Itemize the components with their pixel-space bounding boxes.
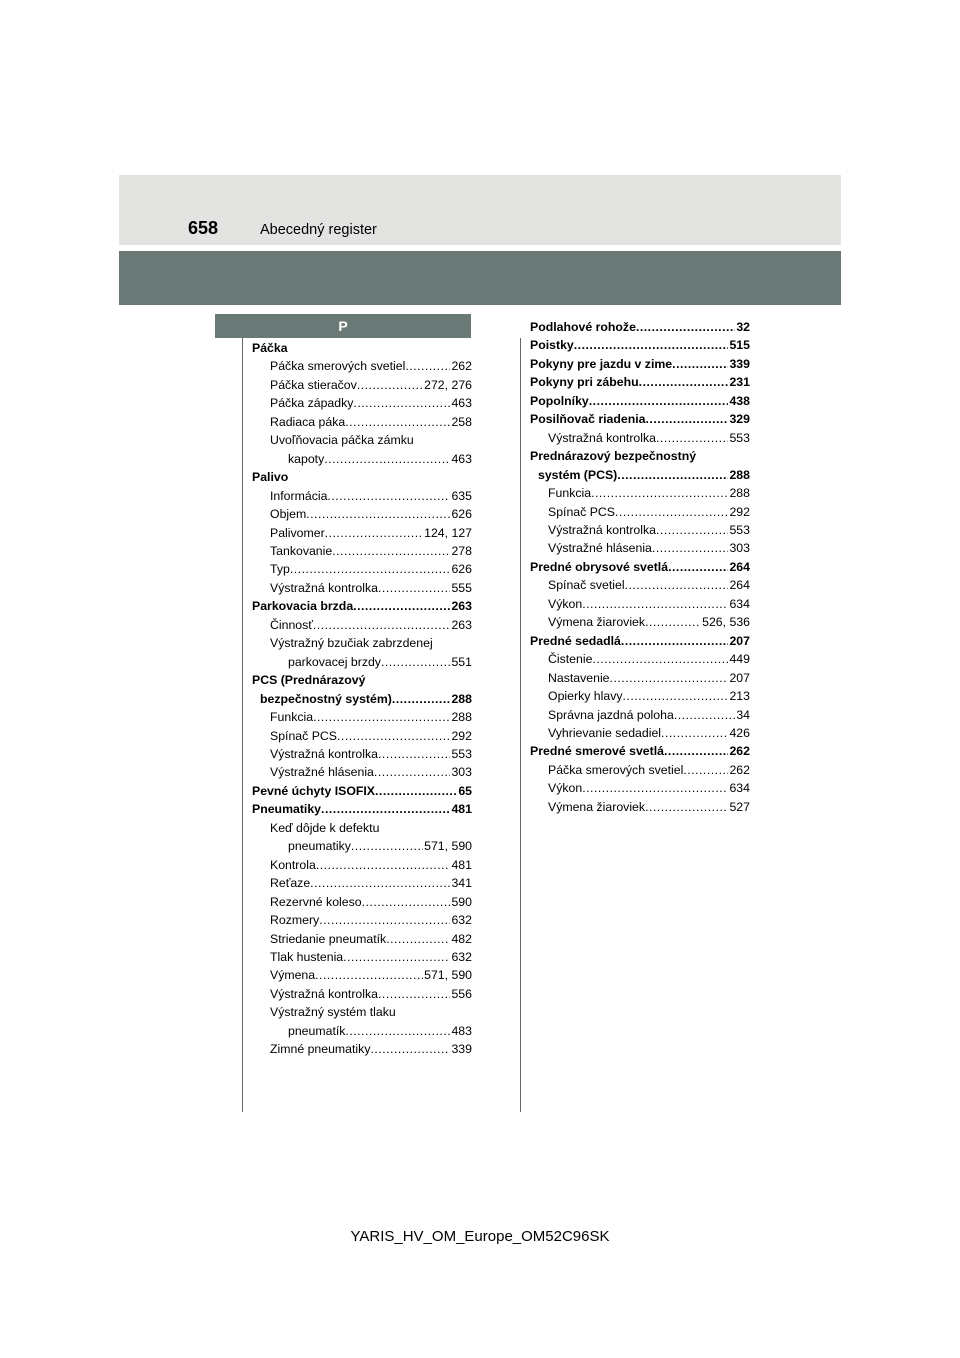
dot-leader	[639, 373, 729, 391]
entry-term: Výmena žiaroviek	[548, 615, 646, 630]
page-number: 658	[188, 218, 219, 238]
index-heading	[530, 392, 750, 410]
entry-page-number: 288	[729, 486, 750, 501]
entry-page-number: 213	[729, 689, 750, 704]
entry-page-number: 634	[729, 596, 750, 611]
entry-term: Spínač svetiel	[548, 578, 625, 593]
dot-leader	[656, 521, 728, 539]
index-subentry	[530, 484, 750, 502]
dot-leader	[319, 911, 450, 929]
entry-page-number: 553	[451, 746, 472, 761]
entry-page-number: 483	[451, 1023, 472, 1038]
index-subentry	[252, 524, 472, 542]
index-subentry: Keď dôjde k defektu	[270, 820, 380, 835]
dot-leader	[321, 800, 450, 818]
index-subentry	[530, 576, 750, 594]
dot-leader	[325, 524, 423, 542]
entry-page-number: 571, 590	[424, 839, 472, 854]
entry-term: Parkovacia brzda	[252, 599, 354, 614]
section-bar	[119, 251, 841, 305]
entry-term: Kontrola	[270, 857, 316, 872]
index-subentry	[252, 1040, 472, 1058]
entry-term: Typ	[270, 562, 290, 577]
entry-page-number: 292	[451, 728, 472, 743]
index-subentry	[252, 708, 472, 726]
entry-page-number: 258	[451, 414, 472, 429]
entry-page-number: 263	[451, 599, 472, 614]
dot-leader	[664, 742, 728, 760]
dot-leader	[661, 724, 728, 742]
entry-page-number: 481	[451, 802, 472, 817]
entry-term: Výstražná kontrolka	[548, 430, 656, 445]
entry-term: Činnosť	[270, 617, 313, 632]
entry-term: Objem	[270, 507, 307, 522]
index-subentry	[252, 653, 472, 671]
entry-term: Pevné úchyty ISOFIX	[252, 783, 376, 798]
entry-page-number: 553	[729, 522, 750, 537]
dot-leader	[324, 450, 450, 468]
entry-page-number: 303	[451, 765, 472, 780]
entry-page-number: 635	[451, 488, 472, 503]
entry-term: Pneumatiky	[252, 802, 322, 817]
entry-page-number: 207	[729, 670, 750, 685]
entry-page-number: 32	[736, 320, 750, 334]
index-subentry	[252, 763, 472, 781]
dot-leader	[290, 560, 451, 578]
index-heading: Páčka	[252, 341, 288, 355]
entry-page-number: 463	[451, 396, 472, 411]
index-heading	[530, 558, 750, 576]
index-subentry	[252, 930, 472, 948]
entry-term: Páčka západky	[270, 396, 354, 411]
dot-leader	[621, 632, 729, 650]
index-heading	[252, 782, 472, 800]
dot-leader	[327, 487, 450, 505]
entry-term: Výstražné hlásenia	[548, 541, 652, 556]
index-subentry	[252, 966, 472, 984]
entry-term: Tankovanie	[270, 543, 333, 558]
entry-term: Predné obrysové svetlá	[530, 559, 669, 574]
index-heading	[252, 690, 472, 708]
index-subentry	[252, 745, 472, 763]
entry-term: Výstražná kontrolka	[270, 580, 378, 595]
index-subentry	[530, 595, 750, 613]
dot-leader	[582, 779, 728, 797]
dot-leader	[345, 413, 450, 431]
entry-term: Výstražná kontrolka	[270, 986, 378, 1001]
index-subentry	[530, 669, 750, 687]
dot-leader	[351, 837, 423, 855]
dot-leader	[589, 392, 729, 410]
dot-leader	[674, 706, 736, 724]
entry-term: Zimné pneumatiky	[270, 1042, 371, 1057]
page-title: Abecedný register	[260, 222, 377, 238]
entry-term: Čistenie	[548, 652, 593, 667]
entry-page-number: 482	[451, 931, 472, 946]
entry-term: Páčka smerových svetiel	[270, 359, 406, 374]
index-heading: PCS (Prednárazový	[252, 673, 366, 688]
dot-leader	[337, 727, 450, 745]
entry-term: Výkon	[548, 596, 583, 611]
entry-page-number: 556	[451, 986, 472, 1001]
entry-page-number: 449	[729, 652, 750, 667]
entry-page-number: 264	[729, 559, 750, 574]
entry-page-number: 571, 590	[424, 968, 472, 983]
entry-term: pneumatík	[288, 1023, 346, 1038]
dot-leader	[652, 539, 729, 557]
entry-page-number: 262	[729, 762, 750, 777]
dot-leader	[313, 616, 451, 634]
index-subentry	[530, 650, 750, 668]
entry-page-number: 634	[729, 781, 750, 796]
entry-term: Posilňovač riadenia	[530, 412, 646, 427]
index-subentry	[252, 357, 472, 375]
index-subentry	[252, 727, 472, 745]
entry-page-number: 288	[451, 710, 472, 725]
entry-page-number: 34	[736, 707, 750, 722]
dot-leader	[623, 687, 729, 705]
entry-page-number: 527	[729, 799, 750, 814]
dot-leader	[315, 966, 423, 984]
entry-page-number: 262	[729, 744, 750, 759]
index-subentry	[252, 450, 472, 468]
entry-term: Rozmery	[270, 913, 320, 928]
entry-page-number: 263	[451, 617, 472, 632]
dot-leader	[656, 429, 728, 447]
index-subentry	[252, 394, 472, 412]
index-subentry	[252, 505, 472, 523]
dot-leader	[645, 798, 728, 816]
dot-leader	[378, 985, 450, 1003]
entry-term: bezpečnostný systém)	[260, 691, 392, 706]
index-heading	[530, 410, 750, 428]
entry-term: Výstražné hlásenia	[270, 765, 374, 780]
index-subentry	[252, 487, 472, 505]
index-heading	[252, 800, 472, 818]
dot-leader	[378, 579, 450, 597]
dot-leader	[313, 708, 450, 726]
index-heading	[530, 632, 750, 650]
index-subentry	[252, 893, 472, 911]
entry-page-number: 339	[729, 356, 750, 371]
index-subentry	[530, 761, 750, 779]
index-subentry	[530, 429, 750, 447]
index-subentry	[252, 837, 472, 855]
entry-page-number: 303	[729, 541, 750, 556]
index-subentry	[252, 542, 472, 560]
index-subentry	[530, 798, 750, 816]
column-divider-right	[520, 338, 521, 1112]
entry-term: Výstražná kontrolka	[270, 746, 378, 761]
dot-leader	[345, 1022, 450, 1040]
entry-page-number: 526, 536	[702, 615, 750, 630]
index-subentry	[530, 724, 750, 742]
dot-leader	[636, 318, 735, 336]
index-subentry	[252, 579, 472, 597]
index-heading	[530, 355, 750, 373]
index-subentry	[252, 911, 472, 929]
dot-leader	[306, 505, 450, 523]
dot-leader	[357, 376, 423, 394]
entry-page-number: 288	[451, 691, 472, 706]
index-subentry	[530, 706, 750, 724]
entry-page-number: 272, 276	[424, 377, 472, 392]
dot-leader	[375, 782, 457, 800]
index-subentry	[252, 985, 472, 1003]
entry-page-number: 339	[451, 1042, 472, 1057]
entry-term: Výstražná kontrolka	[548, 522, 656, 537]
index-subentry	[252, 616, 472, 634]
entry-page-number: 124, 127	[424, 525, 472, 540]
dot-leader	[381, 653, 451, 671]
index-subentry	[252, 856, 472, 874]
entry-term: Predné smerové svetlá	[530, 744, 664, 759]
entry-term: Páčka stieračov	[270, 377, 357, 392]
index-subentry: Výstražný bzučiak zabrzdenej	[270, 636, 433, 651]
index-subentry	[252, 1022, 472, 1040]
index-heading	[530, 742, 750, 760]
entry-term: Striedanie pneumatík	[270, 931, 387, 946]
entry-term: Spínač PCS	[270, 728, 337, 743]
entry-term: systém (PCS)	[538, 467, 618, 482]
entry-page-number: 207	[729, 633, 750, 648]
index-subentry	[252, 413, 472, 431]
column-divider-left	[242, 338, 243, 1112]
index-heading	[252, 597, 472, 615]
entry-term: Spínač PCS	[548, 504, 615, 519]
entry-term: Informácia	[270, 488, 328, 503]
entry-term: pneumatiky	[288, 839, 351, 854]
entry-page-number: 288	[729, 467, 750, 482]
index-subentry	[530, 521, 750, 539]
dot-leader	[646, 410, 729, 428]
entry-page-number: 65	[458, 783, 472, 798]
entry-term: Popolníky	[530, 393, 589, 408]
entry-term: Radiaca páka	[270, 414, 346, 429]
dot-leader	[332, 542, 450, 560]
dot-leader	[362, 893, 451, 911]
entry-term: Výmena žiaroviek	[548, 799, 646, 814]
index-subentry	[530, 613, 750, 631]
dot-leader	[615, 503, 728, 521]
dot-leader	[378, 745, 450, 763]
entry-page-number: 264	[729, 578, 750, 593]
entry-page-number: 426	[729, 725, 750, 740]
dot-leader	[591, 484, 728, 502]
dot-leader	[370, 1040, 450, 1058]
entry-page-number: 553	[729, 430, 750, 445]
entry-term: Pokyny pre jazdu v zime	[530, 356, 673, 371]
dot-leader	[668, 558, 728, 576]
dot-leader	[343, 948, 450, 966]
entry-term: Správna jazdná poloha	[548, 707, 674, 722]
entry-term: Reťaze	[270, 876, 311, 891]
dot-leader	[374, 763, 451, 781]
dot-leader	[617, 466, 728, 484]
index-heading: Prednárazový bezpečnostný	[530, 449, 697, 464]
index-column-2	[530, 318, 750, 816]
entry-page-number: 438	[729, 393, 750, 408]
entry-term: Funkcia	[548, 486, 592, 501]
index-subentry: Uvoľňovacia páčka zámku	[270, 433, 414, 448]
entry-page-number: 515	[729, 338, 750, 353]
dot-leader	[592, 650, 728, 668]
entry-page-number: 590	[451, 894, 472, 909]
entry-term: Poistky	[530, 338, 574, 353]
entry-page-number: 551	[451, 654, 472, 669]
entry-term: parkovacej brzdy	[288, 654, 381, 669]
dot-leader	[310, 874, 450, 892]
dot-leader	[392, 690, 451, 708]
entry-term: Nastavenie	[548, 670, 610, 685]
dot-leader	[645, 613, 701, 631]
entry-term: Funkcia	[270, 710, 314, 725]
entry-page-number: 231	[729, 375, 750, 390]
entry-term: Podlahové rohože	[530, 320, 636, 334]
dot-leader	[582, 595, 728, 613]
entry-page-number: 626	[451, 562, 472, 577]
entry-page-number: 341	[451, 876, 472, 891]
index-heading	[530, 336, 750, 354]
dot-leader	[574, 336, 729, 354]
entry-page-number: 292	[729, 504, 750, 519]
index-subentry	[530, 503, 750, 521]
entry-term: Vyhrievanie sedadiel	[548, 725, 662, 740]
dot-leader	[386, 930, 450, 948]
dot-leader	[316, 856, 451, 874]
dot-leader	[672, 355, 728, 373]
entry-page-number: 329	[729, 412, 750, 427]
entry-term: Rezervné koleso	[270, 894, 362, 909]
entry-page-number: 555	[451, 580, 472, 595]
entry-page-number: 481	[451, 857, 472, 872]
entry-term: Tlak hustenia	[270, 949, 344, 964]
index-subentry	[252, 560, 472, 578]
index-subentry	[252, 948, 472, 966]
entry-page-number: 632	[451, 913, 472, 928]
index-subentry: Výstražný systém tlaku	[270, 1005, 396, 1020]
dot-leader	[405, 357, 450, 375]
index-subentry	[530, 779, 750, 797]
entry-page-number: 632	[451, 949, 472, 964]
index-subentry	[530, 539, 750, 557]
entry-page-number: 626	[451, 507, 472, 522]
index-subentry	[252, 874, 472, 892]
index-subentry	[530, 687, 750, 705]
entry-term: Výkon	[548, 781, 583, 796]
dot-leader	[353, 394, 450, 412]
index-heading	[530, 466, 750, 484]
entry-term: Predné sedadlá	[530, 633, 621, 648]
entry-term: Páčka smerových svetiel	[548, 762, 684, 777]
entry-term: Opierky hlavy	[548, 689, 623, 704]
entry-page-number: 278	[451, 543, 472, 558]
document-footer: YARIS_HV_OM_Europe_OM52C96SK	[350, 1228, 610, 1245]
entry-term: Palivomer	[270, 525, 325, 540]
dot-leader	[610, 669, 729, 687]
dot-leader	[625, 576, 729, 594]
dot-leader	[683, 761, 728, 779]
index-subentry	[252, 376, 472, 394]
index-column-1	[252, 339, 472, 1059]
entry-page-number: 262	[451, 359, 472, 374]
entry-term: Výmena	[270, 968, 316, 983]
dot-leader	[353, 597, 450, 615]
section-letter-tab: P	[215, 314, 471, 338]
header-band	[119, 175, 841, 245]
entry-page-number: 463	[451, 451, 472, 466]
index-heading	[530, 318, 750, 336]
entry-term: Pokyny pri zábehu	[530, 375, 639, 390]
index-heading: Palivo	[252, 470, 289, 485]
index-heading	[530, 373, 750, 391]
entry-term: kapoty	[288, 451, 325, 466]
